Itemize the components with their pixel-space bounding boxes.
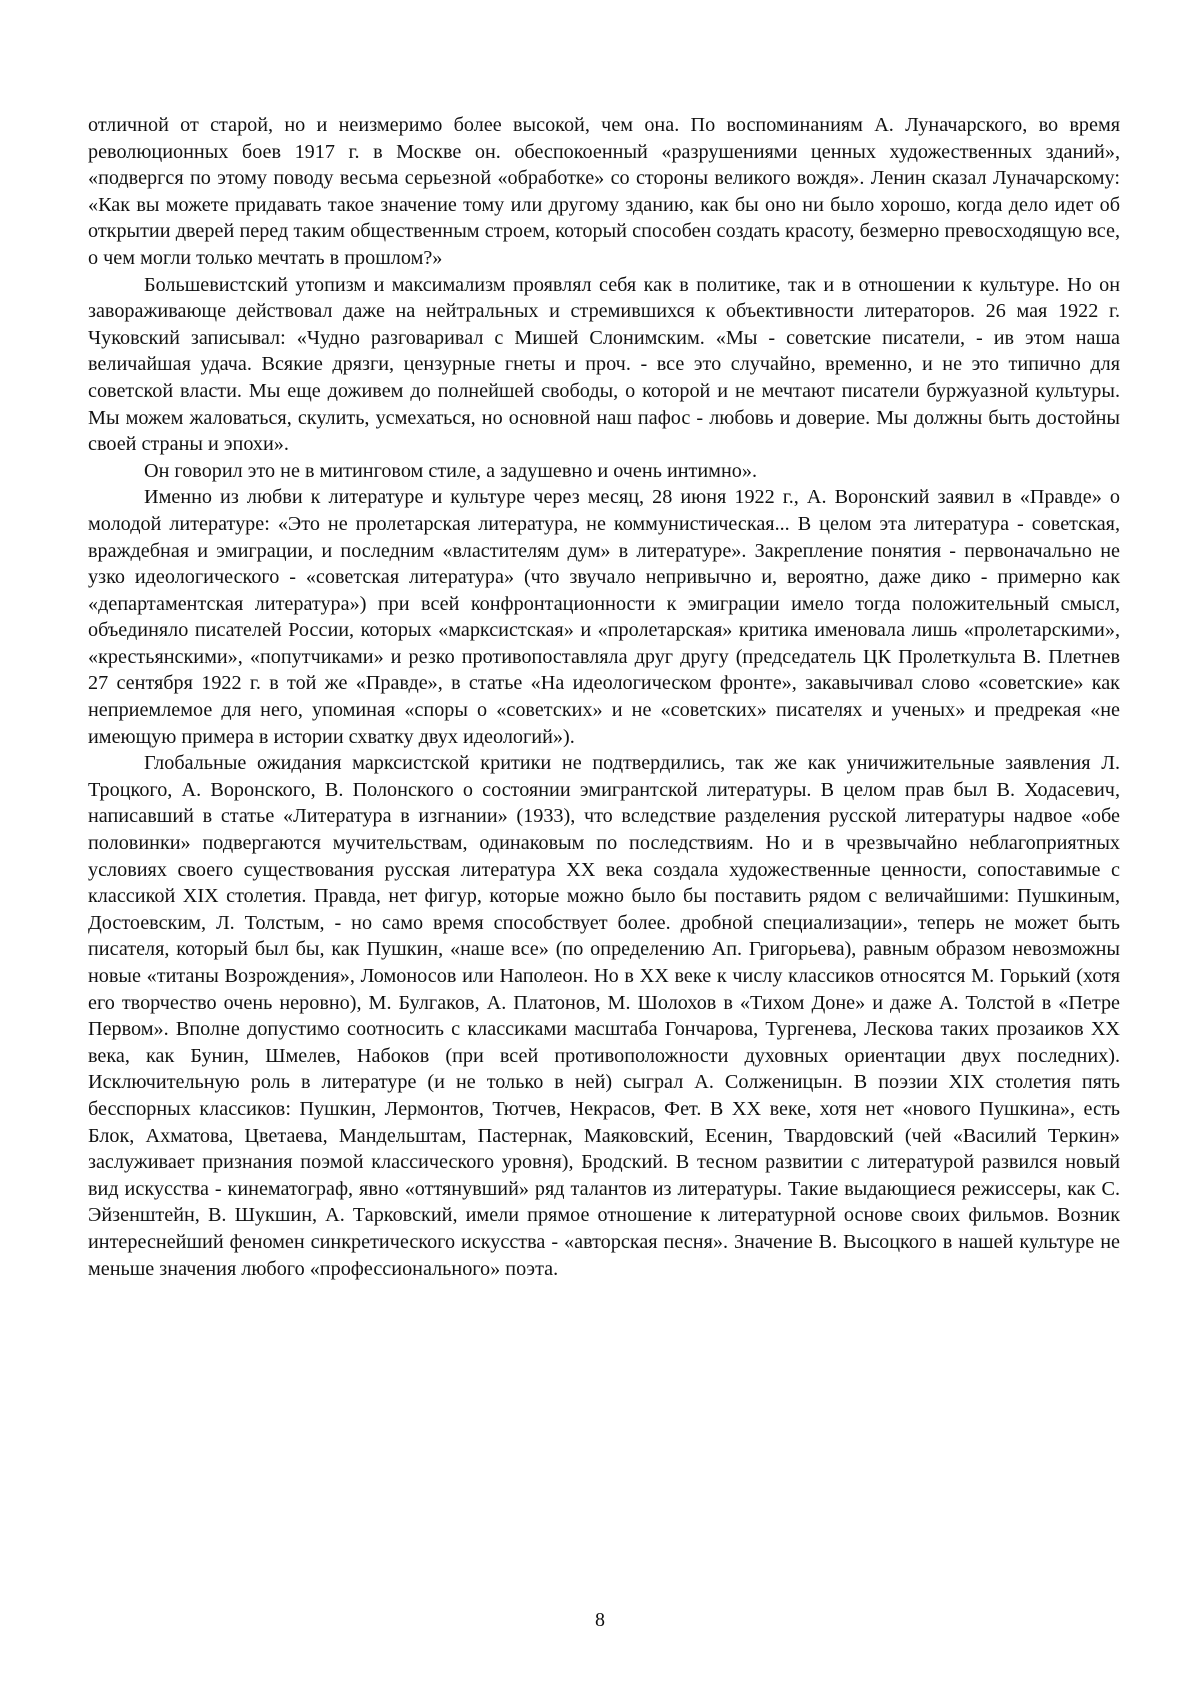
paragraph-5: Глобальные ожидания марксистской критики не подтвердились, так же как уничижительные заявления Л. Троцкого, А. Воронского, В. Полонского о состоянии эмигрантской литературы. В целом прав был В. Ходасевич, написавший в статье «Литература в изгнании» (1933), что вследствие разделения русской литературы надвое «обе половинки» подвергаются мучительствам, одинаковым по последствиям. Но и в чрезвычайно неблагоприятных условиях своего существования русская литература XX века создала художественные ценности, сопоставимые с классикой XIX столетия. Правда, нет фигур, которые можно было бы поставить рядом с величайшими: Пушкиным, Достоевским, Л. Толстым, - но само время способствует более. дробной специализации», теперь не может быть писателя, который был бы, как Пушкин, «наше все» (по определению Ап. Григорьева), равным образом невозможны новые «титаны Возрождения», Ломоносов или Наполеон. Но в XX веке к числу классиков относятся М. Горький (хотя его творчество очень неровно), М. Булгаков, А. Платонов, М. Шолохов в «Тихом Доне» и даже А. Толстой в «Петре Первом». Вполне допустимо соотносить с классиками масштаба Гончарова, Тургенева, Лескова таких прозаиков XX века, как Бунин, Шмелев, Набоков (при всей противоположности духовных ориентации двух последних). Исключительную роль в литературе (и не только в ней) сыграл А. Солженицын. В поэзии XIX столетия пять бесспорных классиков: Пушкин, Лермонтов, Тютчев, Некрасов, Фет. В XX веке, хотя нет «нового Пушкина», есть Блок, Ахматова, Цветаева, Мандельштам, Пастернак, Маяковский, Есенин, Твардовский (чей «Василий Теркин» заслуживает признания поэмой классического уровня), Бродский. В тесном развитии с литературой развился новый вид искусства - кинематограф, явно «оттянувший» ряд талантов из литературы. Такие выдающиеся режиссеры, как С. Эйзенштейн, В. Шукшин, А. Тарковский, имели прямое отношение к литературной основе своих фильмов. Возник интереснейший феномен синкретического искусства - «авторская песня». Значение В. Высоцкого в нашей культуре не меньше значения любого «профессионального» поэта.: [88, 752, 1120, 1280]
paragraph-4: Именно из любви к литературе и культуре через месяц, 28 июня 1922 г., А. Воронский заявил в «Правде» о молодой литературе: «Это не пролетарская литература, не коммунистическая... В целом эта литература - советская, враждебная и эмиграции, и последним «властителям дум» в литературе». Закрепление понятия - первоначально не узко идеологического - «советская литература» (что звучало непривычно и, вероятно, даже дико - примерно как «департаментская литература») при всей конфронтационности к эмиграции имело тогда положительный смысл, объединяло писателей России, которых «марксистская» и «пролетарская» критика именовала лишь «пролетарскими», «крестьянскими», «попутчиками» и резко противопоставляла друг другу (председатель ЦК Пролеткульта В. Плетнев 27 сентября 1922 г. в той же «Правде», в статье «На идеологическом фронте», закавычивал слово «советские» как неприемлемое для него, упоминая «споры о «советских» и не «советских» писателях и ученых» и предрекая «не имеющую примера в истории схватку двух идеологий»).: [88, 486, 1120, 748]
paragraph-1: отличной от старой, но и неизмеримо более высокой, чем она. По воспоминаниям А. Луначарского, во время революционных боев 1917 г. в Москве он. обеспокоенный «разрушениями ценных художественных зданий», «подвергся по этому поводу весьма серьезной «обработке» со стороны великого вождя». Ленин сказал Луначарскому: «Как вы можете придавать такое значение тому или другому зданию, как бы оно ни было хорошо, когда дело идет об открытии дверей перед таким общественным строем, который способен создать красоту, безмерно превосходящую все, о чем могли только мечтать в прошлом?»: [88, 114, 1120, 269]
document-body: [88, 112, 1120, 1282]
paragraph-2: Большевистский утопизм и максимализм проявлял себя как в политике, так и в отношении к культуре. Но он завораживающе действовал даже на нейтральных и стремившихся к объективности литераторов. 26 мая 1922 г. Чуковский записывал: «Чудно разговаривал с Мишей Слонимским. «Мы - советские писатели, - ив этом наша величайшая удача. Всякие дрязги, цензурные гнеты и проч. - все это случайно, временно, и не это типично для советской власти. Мы еще доживем до полнейшей свободы, о которой и не мечтают писатели буржуазной культуры. Мы можем жаловаться, скулить, усмехаться, но основной наш пафос - любовь и доверие. Мы должны быть достойны своей страны и эпохи».: [88, 273, 1120, 456]
page-number: 8: [595, 1609, 605, 1631]
paragraph-3: Он говорил это не в митинговом стиле, а задушевно и очень интимно».: [144, 459, 757, 482]
